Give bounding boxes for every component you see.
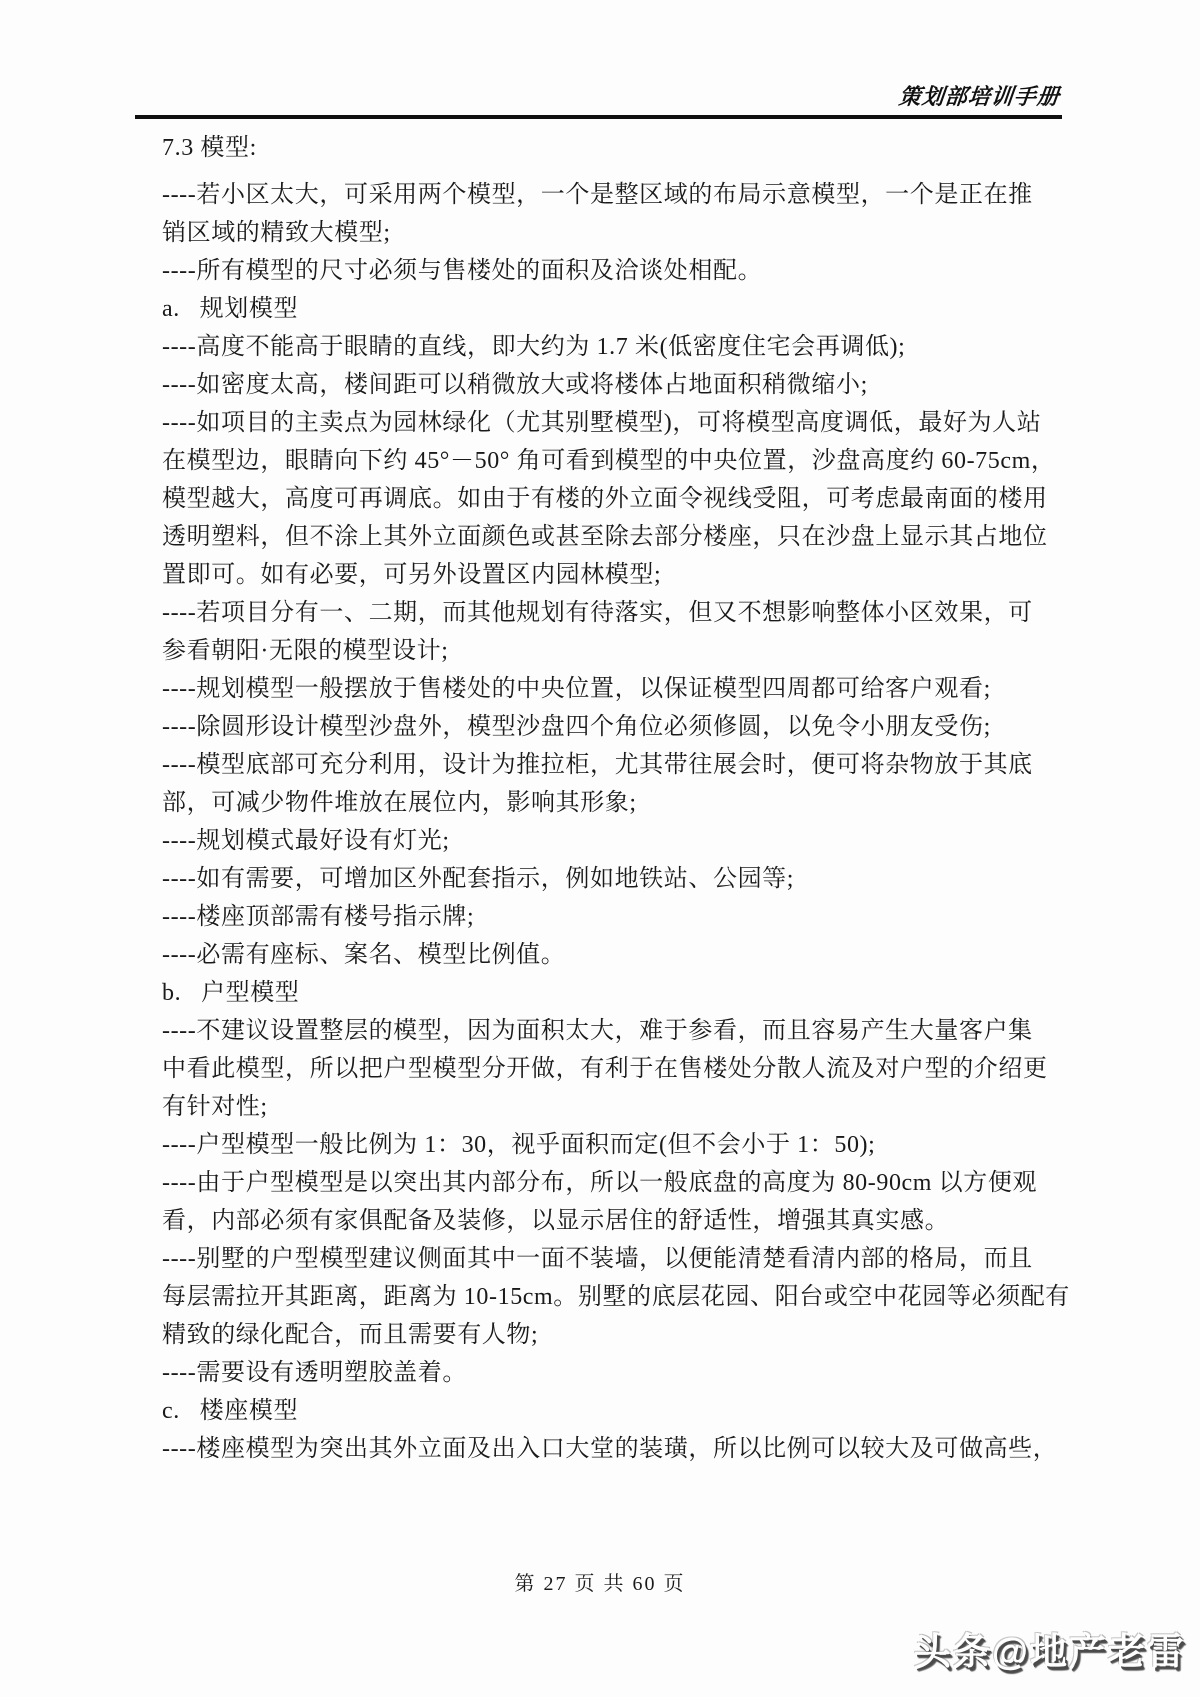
body-line: ----模型底部可充分利用，设计为推拉柜，尤其带往展会时，便可将杂物放于其底 (162, 752, 1033, 778)
body-line: ----所有模型的尺寸必须与售楼处的面积及洽谈处相配。 (162, 258, 763, 284)
body-line: 看，内部必须有家俱配备及装修，以显示居住的舒适性，增强其真实感。 (162, 1208, 950, 1234)
section-heading: 7.3 模型: (162, 135, 257, 161)
body-line: ----由于户型模型是以突出其内部分布，所以一般底盘的高度为 80-90cm 以方便观 (162, 1170, 1038, 1196)
body-line: ----户型模型一般比例为 1：30，视乎面积而定(但不会小于 1：50); (162, 1132, 876, 1158)
header-rule (135, 115, 1062, 119)
body-line: ----高度不能高于眼睛的直线，即大约为 1.7 米(低密度住宅会再调低); (162, 334, 906, 360)
body-line: ----若项目分有一、二期，而其他规划有待落实，但又不想影响整体小区效果，可 (162, 600, 1033, 626)
body-line: ----规划模式最好设有灯光; (162, 828, 450, 854)
body-line: 部，可减少物件堆放在展位内，影响其形象; (162, 790, 637, 816)
body-line: ----如密度太高，楼间距可以稍微放大或将楼体占地面积稍微缩小; (162, 372, 868, 398)
list-label: a. 规划模型 (162, 296, 299, 322)
body-line: ----若小区太大，可采用两个模型，一个是整区域的布局示意模型，一个是正在推 (162, 182, 1033, 208)
body-line: 在模型边，眼睛向下约 45°－50° 角可看到模型的中央位置，沙盘高度约 60-75cm， (162, 448, 1056, 474)
body-line: ----楼座顶部需有楼号指示牌; (162, 904, 475, 930)
page-number-indicator: 第 27 页 共 60 页 (514, 1573, 686, 1595)
body-line: ----别墅的户型模型建议侧面其中一面不装墙，以便能清楚看清内部的格局，而且 (162, 1246, 1033, 1272)
body-line: 置即可。如有必要，可另外设置区内园林模型; (162, 562, 662, 588)
header-manual-title: 策划部培训手册 (897, 84, 1062, 109)
body-line: 每层需拉开其距离，距离为 10-15cm。别墅的底层花园、阳台或空中花园等必须配有 (162, 1284, 1070, 1310)
body-line: 模型越大，高度可再调底。如由于有楼的外立面令视线受阻，可考虑最南面的楼用 (162, 486, 1048, 512)
body-line: ----如项目的主卖点为园林绿化（尤其别墅模型)，可将模型高度调低，最好为人站 (162, 410, 1042, 436)
body-line: 销区域的精致大模型; (162, 220, 391, 246)
body-line: ----楼座模型为突出其外立面及出入口大堂的装璜，所以比例可以较大及可做高些， (162, 1436, 1058, 1462)
body-line: ----不建议设置整层的模型，因为面积太大，难于参看，而且容易产生大量客户集 (162, 1018, 1033, 1044)
body-line: 中看此模型，所以把户型模型分开做，有利于在售楼处分散人流及对户型的介绍更 (162, 1056, 1048, 1082)
body-line: ----必需有座标、案名、模型比例值。 (162, 942, 566, 968)
body-line: ----如有需要，可增加区外配套指示，例如地铁站、公园等; (162, 866, 795, 892)
body-line: ----除圆形设计模型沙盘外，模型沙盘四个角位必须修圆，以免令小朋友受伤; (162, 714, 991, 740)
watermark-text: 头条@地产老雷 (913, 1631, 1186, 1672)
body-line: ----规划模型一般摆放于售楼处的中央位置，以保证模型四周都可给客户观看; (162, 676, 991, 702)
body-line: 有针对性; (162, 1094, 268, 1120)
body-line: 参看朝阳·无限的模型设计; (162, 638, 449, 664)
document-body (162, 129, 1082, 1468)
list-label: c. 楼座模型 (162, 1398, 299, 1424)
body-line: 精致的绿化配合，而且需要有人物; (162, 1322, 539, 1348)
body-line: ----需要设有透明塑胶盖着。 (162, 1360, 467, 1386)
body-line: 透明塑料，但不涂上其外立面颜色或甚至除去部分楼座，只在沙盘上显示其占地位 (162, 524, 1048, 550)
list-label: b. 户型模型 (162, 980, 300, 1006)
